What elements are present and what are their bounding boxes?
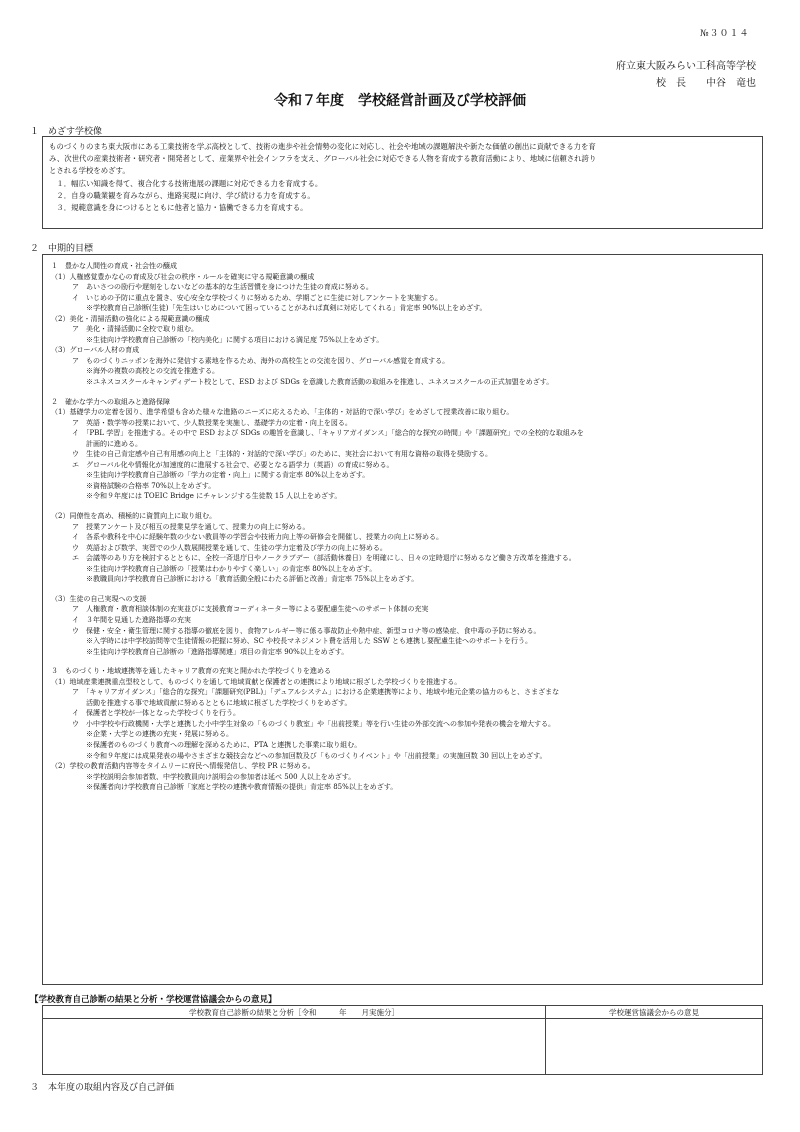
vision-line: ３．規範意識を身につけるとともに他者と協力・協働できる力を育成する。	[49, 203, 308, 213]
goal-line: （1）人権感覚豊かな心の育成及び社会の秩序・ルールを確実に守る規範意識の醸成	[51, 272, 315, 281]
goal-line: ※生徒向け学校教育自己診断の「校内美化」に関する項目における満足度 75%以上をめざす。	[51, 335, 384, 344]
section1-heading: １ めざす学校像	[30, 127, 103, 137]
goal-line: ア 「キャリアガイダンス」「総合的な探究」「課題研究(PBL)」「デュアルシステム」における企業連携等により、地域や地元企業の協力のもと、さまざまな	[51, 688, 560, 697]
goal-line: （2）同僚性を高め、積極的に資質向上に取り組む。	[51, 512, 217, 521]
goal-line: エ 会議等のあり方を検討するとともに、全校一斉退庁日やノークラブデー（部活動休養日）を明確にし、日々の定時退庁に努めるなど働き方改革を推進する。	[51, 554, 576, 563]
goal-line: ※生徒向け学校教育自己診断の「進路指導関連」項目の肯定率 90%以上をめざす。	[51, 647, 349, 656]
goal-line: エ グローバル化や情報化が加速度的に進展する社会で、必要となる語学力（英語）の育成に努める。	[51, 460, 394, 469]
group-spacer	[51, 657, 754, 666]
goal-line: ※生徒向け学校教育自己診断の「授業はわかりやすく楽しい」の肯定率 80%以上をめざす。	[51, 564, 377, 573]
vision-line: １．幅広い知識を得て、複合化する技術進展の課題に対応できる力を育成する。	[49, 178, 323, 188]
goal-line: ウ 英語および数学、実習での少人数展開授業を通して、生徒の学力定着及び学力の向上に努める。	[51, 543, 387, 552]
document-number: №３０１４	[700, 29, 750, 39]
goal-line: ア 授業アンケート及び相互の授業見学を通して、授業力の向上に努める。	[51, 522, 310, 531]
goal-line: ア あいさつの励行や遅刻をしないなどの基本的な生活習慣を身につけた生徒の育成に努める。	[51, 283, 373, 292]
page-title: 令和７年度 学校経営計画及び学校評価	[274, 93, 526, 109]
goal-line: ※学校説明会参加者数、中学校教員向け説明会の参加者は延べ 500 人以上をめざす。	[51, 772, 356, 781]
principal-name: 校 長 中谷 竜也	[656, 78, 756, 89]
feedback-cell-self-diagnosis	[43, 1019, 546, 1075]
group-spacer	[51, 585, 754, 594]
group-spacer	[51, 502, 754, 511]
goal-line: ※教職員向け学校教育自己診断における「教育活動全般にわたる評価と改善」肯定率 75%以上をめざす。	[51, 575, 419, 584]
goal-line: イ 保護者と学校が一体となった学校づくりを行う。	[51, 709, 240, 718]
goal-line: （3）生徒の自己実現への支援	[51, 594, 147, 603]
goal-line: １ 豊かな人間性の育成・社会性の醸成	[51, 262, 177, 270]
goal-line: ３ ものづくり・地域連携等を通したキャリア教育の充実と開かれた学校づくりを進める	[51, 667, 331, 676]
vision-line: とされる学校をめざす。	[49, 166, 130, 176]
vision-line: ものづくりのまち東大阪市にある工業技術を学ぶ高校として、技術の進歩や社会情勢の変化に対応し、社会や地域の課題解決や新たな価値の創出に貢献できる力を育	[49, 142, 596, 151]
goal-line: イ いじめの予防に重点を置き、安心安全な学校づくりに努めるため、学期ごとに生徒に対しアンケートを実施する。	[51, 293, 443, 302]
goal-line: 計画的に進める。	[51, 439, 142, 448]
goal-line: ウ 生徒の自己肯定感や自己有用感の向上と「主体的・対話的で深い学び」のために、実社会において有用な資格の取得を奨励する。	[51, 450, 492, 459]
goal-line: ※令和９年度には成果発表の場やさまざまな競技会などへの参加回数及び「ものづくりイベント」や「出前授業」の実施回数 30 回以上をめざす。	[51, 751, 547, 760]
goal-line: ア 美化・清掃活動に全校で取り組む。	[51, 325, 198, 334]
section2-heading: ２ 中期的目標	[30, 244, 94, 254]
goal-line: ２ 確かな学力への取組みと進路保障	[51, 397, 170, 406]
goal-line: （1）基礎学力の定着を図り、進学希望も含めた様々な進路のニーズに応えるため、「主体的・対話的で深い学び」をめざして授業改善に取り組む。	[51, 408, 514, 417]
group-spacer	[51, 388, 754, 397]
goal-line: ※学校教育自己診断(生徒)「先生はいじめについて困っていることがあれば真剣に対応してくれる」肯定率 90%以上をめざす。	[51, 304, 487, 313]
mid-term-goals-box	[42, 254, 763, 985]
feedback-heading: 【学校教育自己診断の結果と分析・学校運営協議会からの意見】	[30, 995, 277, 1005]
goal-line: ア ものづくりニッポンを海外に発信する素地を作るため、海外の高校生との交流を図り、グローバル感覚を育成する。	[51, 356, 450, 365]
feedback-col-council: 学校運営協議会からの意見	[546, 1006, 763, 1019]
goal-line: ※海外の複数の高校との交流を推進する。	[51, 367, 219, 376]
goal-line: （3）グローバル人材の育成	[51, 346, 140, 355]
goal-line: （2）学校の教育活動内容等をタイムリーに府民へ情報発信し、学校 PR に努める。	[51, 762, 315, 771]
goal-line: ウ 保健・安全・衛生管理に関する指導の徹底を図り、食物アレルギー等に係る事故防止や熱中症、新型コロナ等の感染症、食中毒の予防に努める。	[51, 626, 541, 635]
vision-line: ２．自身の職業観を育みながら、進路実現に向け、学び続ける力を育成する。	[49, 190, 315, 200]
goal-line: ※入学時には中学校訪問等で生徒情報の把握に努め、SC や校長マネジメント費を活用した SSW とも連携し要配慮生徒へのサポートを行う。	[51, 637, 532, 646]
feedback-table	[42, 1005, 763, 1075]
goal-line: イ 「PBL 学習」を推進する。その中で ESD および SDGs の趣旨を意識し、「キャリアガイダンス」「総合的な探究の時間」や「課題研究」での全校的な取組みを	[51, 429, 584, 438]
goal-line: 活動を推進する事で地域貢献に努めるとともに地域に根ざした学校づくりをめざす。	[51, 698, 352, 707]
goal-line: （1）地域産業連携重点型校として、ものづくりを通して地域貢献と保護者との連携により地域に根ざした学校づくりを推進する。	[51, 677, 462, 686]
goal-line: イ ３年間を見通した進路指導の充実	[51, 615, 191, 624]
school-name: 府立東大阪みらい工科高等学校	[616, 61, 756, 72]
goal-line: ※保護者のものづくり教育への理解を深めるために、PTA と連携した事業に取り組む。	[51, 740, 362, 749]
feedback-cell-council	[546, 1019, 763, 1075]
goal-line: ア 人権教育・教育相談体制の充実並びに支援教育コーディネーター等による要配慮生徒へのサポート体制の充実	[51, 605, 429, 614]
goal-line: （2）美化・清掃活動の強化による規範意識の醸成	[51, 314, 210, 323]
goal-line: イ 各系や教科を中心に経験年数の少ない教員等の学習会や技術力向上等の研修会を開催し、授業力の向上に努める。	[51, 533, 443, 542]
section3-heading: ３ 本年度の取組内容及び自己評価	[30, 1083, 175, 1093]
goal-line: ※保護者向け学校教育自己診断「家庭と学校の連携や教育情報の提供」肯定率 85%以上をめざす。	[51, 783, 398, 792]
school-vision-box	[42, 136, 763, 229]
goal-line: ウ 小中学校や行政機関・大学と連携した小中学生対象の「ものづくり教室」や「出前授業」等を行い生徒の外部交流への参加や発表の機会を増大する。	[51, 719, 555, 728]
goal-line: ※企業・大学との連携の充実・発展に努める。	[51, 730, 233, 739]
feedback-col-self-diagnosis: 学校教育自己診断の結果と分析［令和 年 月実施分］	[43, 1006, 546, 1019]
vision-line: み、次世代の産業技術者・研究者・開発者として、産業界や社会インフラを支え、グローバル社会に対応できる人物を育成する教育活動により、地域に信頼され誇り	[49, 154, 597, 164]
goal-line: ※令和９年度には TOEIC Bridge にチャレンジする生徒数 15 人以上をめざす。	[51, 492, 342, 501]
goal-line: ア 英語・数学等の授業において、少人数授業を実施し、基礎学力の定着・向上を図る。	[51, 418, 352, 427]
goal-line: ※資格試験の合格率 70%以上をめざす。	[51, 481, 216, 490]
goal-line: ※生徒向け学校教育自己診断の「学力の定着・向上」に関する肯定率 80%以上をめざす。	[51, 471, 370, 480]
goal-line: ※ユネスコスクールキャンディデート校として、ESD および SDGs を意識した教育活動の取組みを推進し、ユネスコスクールの正式加盟をめざす。	[51, 378, 554, 387]
